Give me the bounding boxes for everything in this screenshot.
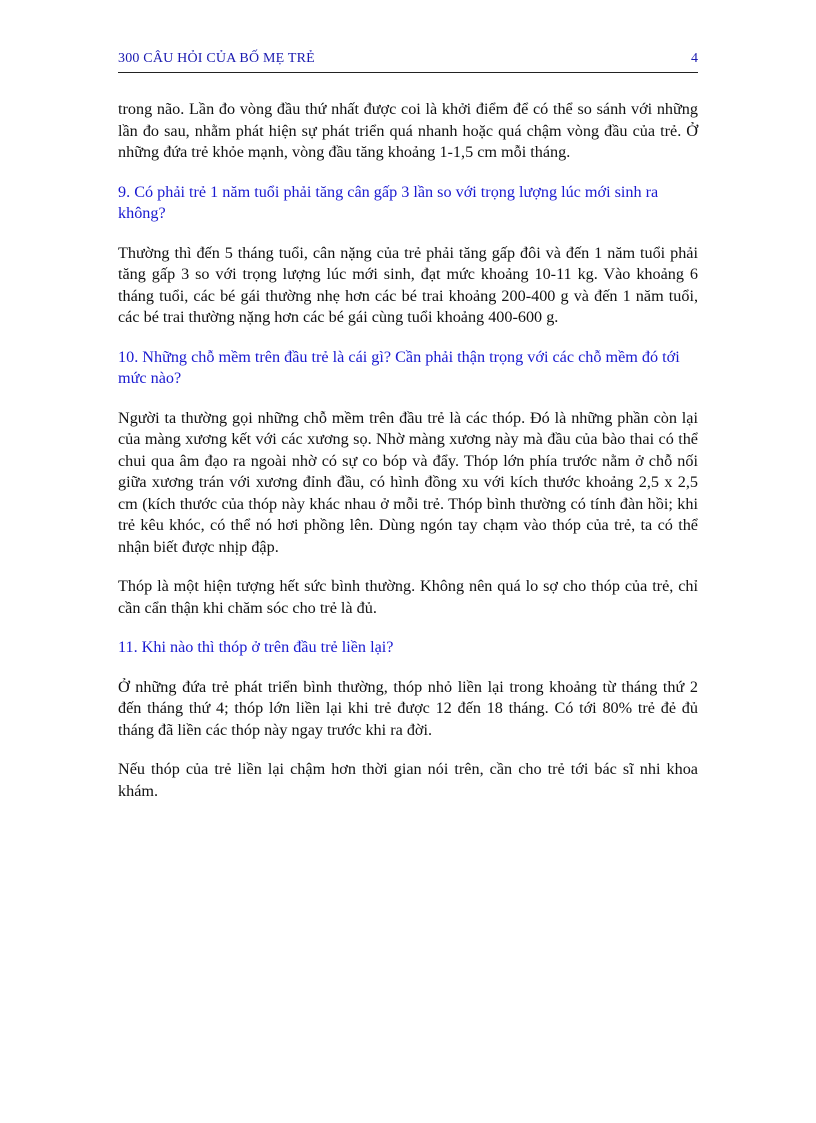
- answer-11-part-1: Ở những đứa trẻ phát triển bình thường, thóp nhỏ liền lại trong khoảng từ tháng thứ 2 đến tháng thứ 4; thóp lớn liền lại khi trẻ được 12 đến 18 tháng. Có tới 80% trẻ đẻ đủ tháng đã liền các thóp này ngay trước khi ra đời.: [118, 677, 698, 739]
- book-title: 300 CÂU HỎI CỦA BỐ MẸ TRẺ: [118, 51, 315, 66]
- answer-9: Thường thì đến 5 tháng tuổi, cân nặng của trẻ phải tăng gấp đôi và đến 1 năm tuổi phải tăng gấp 3 so với trọng lượng lúc mới sinh, đạt mức khoảng 10-11 kg. Vào khoảng 6 tháng tuổi, các bé gái thường nhẹ hơn các bé trai khoảng 200-400 g và đến 1 năm tuổi, các bé trai thường nặng hơn các bé gái cùng tuổi khoảng 400-600 g.: [118, 243, 698, 326]
- paragraph-continued: trong não. Lần đo vòng đầu thứ nhất được coi là khởi điểm để có thể so sánh với những lần đo sau, nhằm phát hiện sự phát triển quá nhanh hoặc quá chậm vòng đầu của trẻ. Ở những đứa trẻ khỏe mạnh, vòng đầu tăng khoảng 1-1,5 cm mỗi tháng.: [118, 100, 698, 161]
- question-10: 10. Những chỗ mềm trên đầu trẻ là cái gì? Cần phải thận trọng với các chỗ mềm đó tới mức nào?: [118, 347, 680, 387]
- question-9: 9. Có phải trẻ 1 năm tuổi phải tăng cân gấp 3 lần so với trọng lượng lúc mới sinh ra không?: [118, 182, 659, 222]
- page-content: [118, 99, 698, 820]
- page-number: 4: [691, 51, 698, 66]
- answer-10-part-2: Thóp là một hiện tượng hết sức bình thường. Không nên quá lo sợ cho thóp của trẻ, chỉ cần cẩn thận khi chăm sóc cho trẻ là đủ.: [118, 577, 698, 617]
- question-11: 11. Khi nào thì thóp ở trên đầu trẻ liền lại?: [118, 638, 394, 656]
- answer-11-part-2: Nếu thóp của trẻ liền lại chậm hơn thời gian nói trên, cần cho trẻ tới bác sĩ nhi khoa khám.: [118, 760, 698, 800]
- answer-10-part-1: Người ta thường gọi những chỗ mềm trên đầu trẻ là các thóp. Đó là những phần còn lại của màng xương kết với các xương sọ. Nhờ màng xương này mà đầu của bào thai có thể chui qua âm đạo ra ngoài nhờ có sự co bóp và đẩy. Thóp lớn phía trước nằm ở chỗ nối giữa xương trán với xương đỉnh đầu, có hình đồng xu với kích thước khoảng 2,5 x 2,5 cm (kích thước của thóp này khác nhau ở mỗi trẻ. Thóp bình thường có tính đàn hồi; khi trẻ kêu khóc, có thể nó hơi phồng lên. Dùng ngón tay chạm vào thóp của trẻ, ta có thể nhận biết được nhịp đập.: [118, 408, 698, 556]
- page-header: [118, 50, 698, 73]
